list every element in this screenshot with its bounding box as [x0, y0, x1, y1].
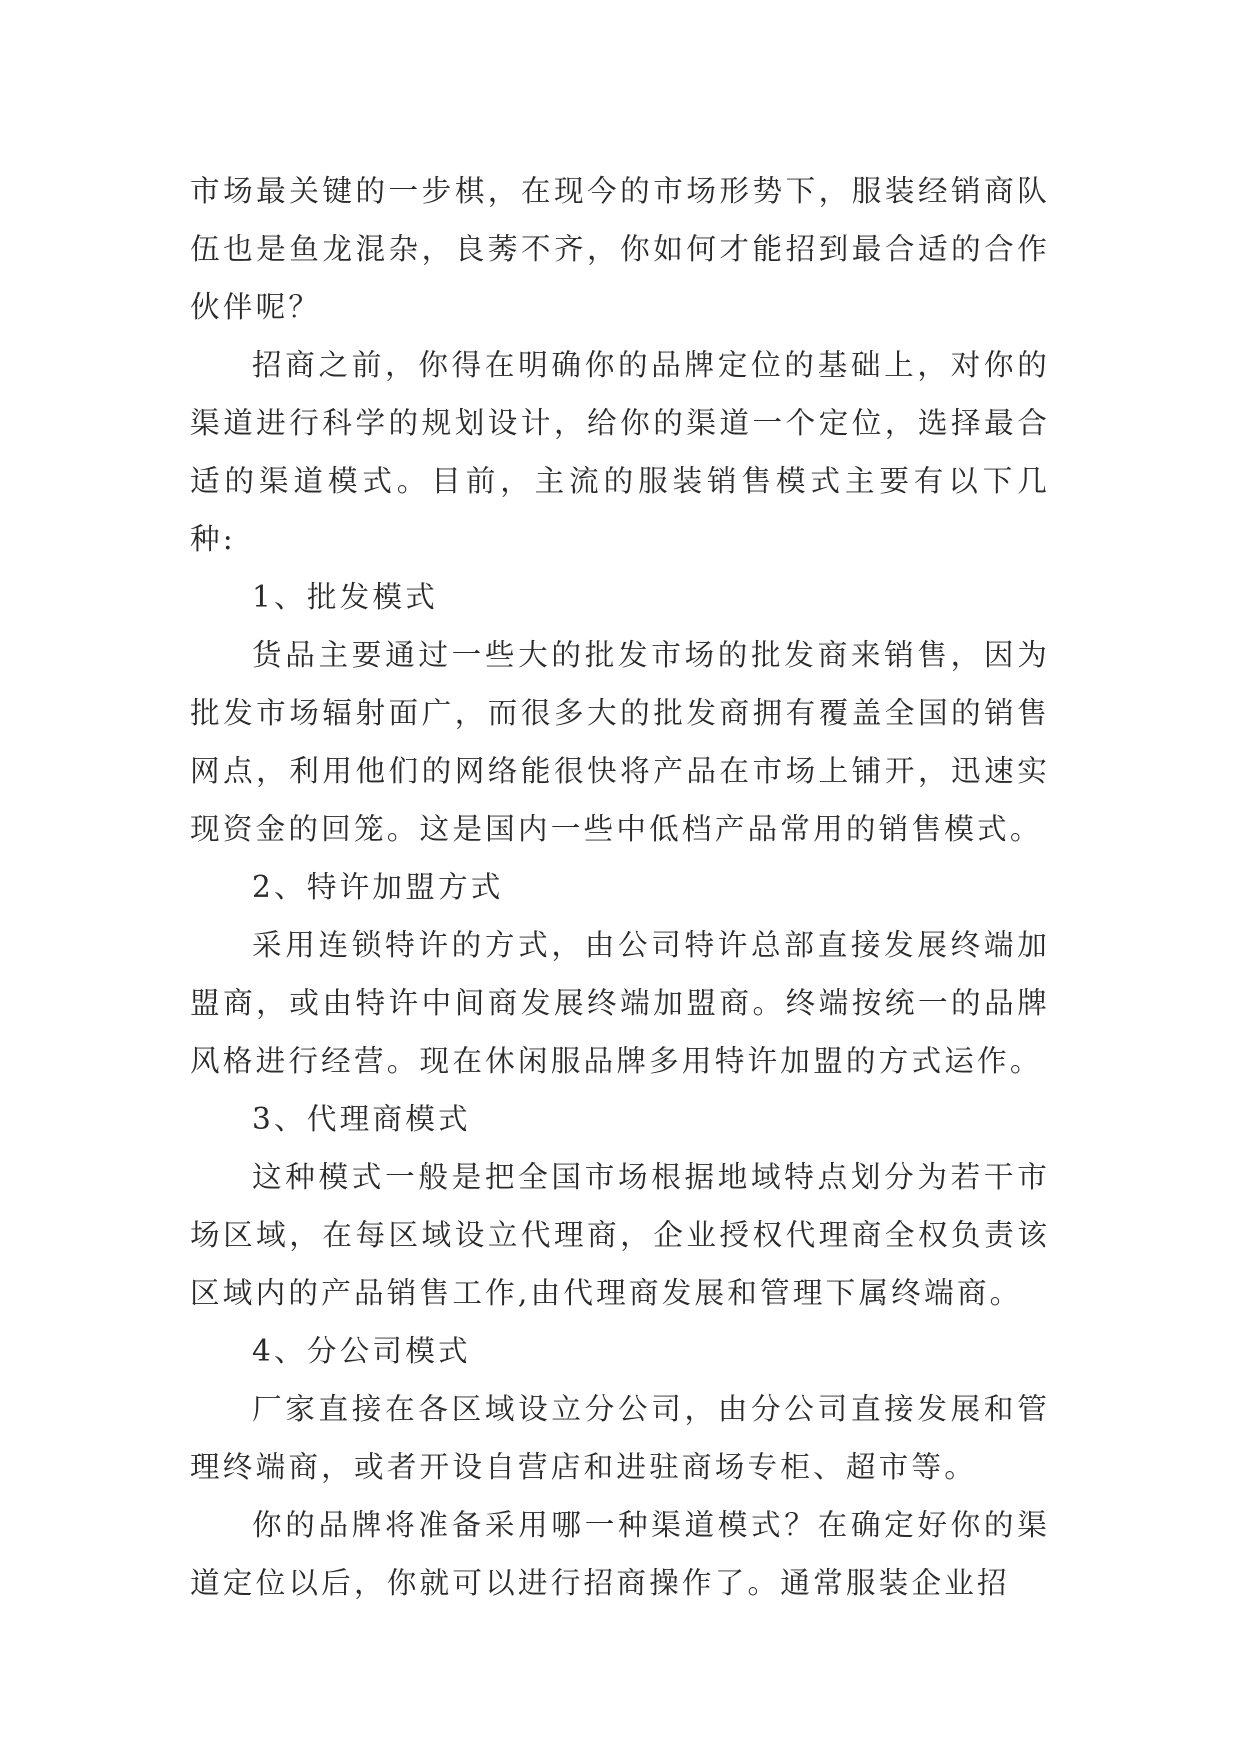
body-paragraph: 采用连锁特许的方式，由公司特许总部直接发展终端加盟商，或由特许中间商发展终端加盟商。终端按统一的品牌风格进行经营。现在休闲服品牌多用特许加盟的方式运作。	[190, 928, 1050, 1078]
body-paragraph: 这种模式一般是把全国市场根据地域特点划分为若干市场区域，在每区域设立代理商，企业授权代理商全权负责该区域内的产品销售工作,由代理商发展和管理下属终端商。	[190, 1160, 1050, 1310]
section-heading-branch: 4、分公司模式	[252, 1334, 471, 1368]
section-heading-franchise: 2、特许加盟方式	[252, 870, 504, 904]
section-heading-agent: 3、代理商模式	[252, 1102, 471, 1136]
body-paragraph: 招商之前，你得在明确你的品牌定位的基础上，对你的渠道进行科学的规划设计，给你的渠道一个定位，选择最合适的渠道模式。目前，主流的服装销售模式主要有以下几种:	[190, 348, 1050, 556]
body-paragraph: 厂家直接在各区域设立分公司，由分公司直接发展和管理终端商，或者开设自营店和进驻商场专柜、超市等。	[190, 1392, 1050, 1484]
document-body	[190, 162, 1050, 1612]
section-heading-wholesale: 1、批发模式	[252, 580, 438, 614]
body-paragraph: 你的品牌将准备采用哪一种渠道模式？在确定好你的渠道定位以后，你就可以进行招商操作了。通常服装企业招	[190, 1508, 1050, 1600]
body-paragraph: 货品主要通过一些大的批发市场的批发商来销售，因为批发市场辐射面广，而很多大的批发商拥有覆盖全国的销售网点，利用他们的网络能很快将产品在市场上铺开，迅速实现资金的回笼。这是国内一些中低档产品常用的销售模式。	[190, 638, 1050, 846]
body-paragraph: 市场最关键的一步棋，在现今的市场形势下，服装经销商队伍也是鱼龙混杂，良莠不齐，你如何才能招到最合适的合作伙伴呢？	[190, 174, 1050, 324]
